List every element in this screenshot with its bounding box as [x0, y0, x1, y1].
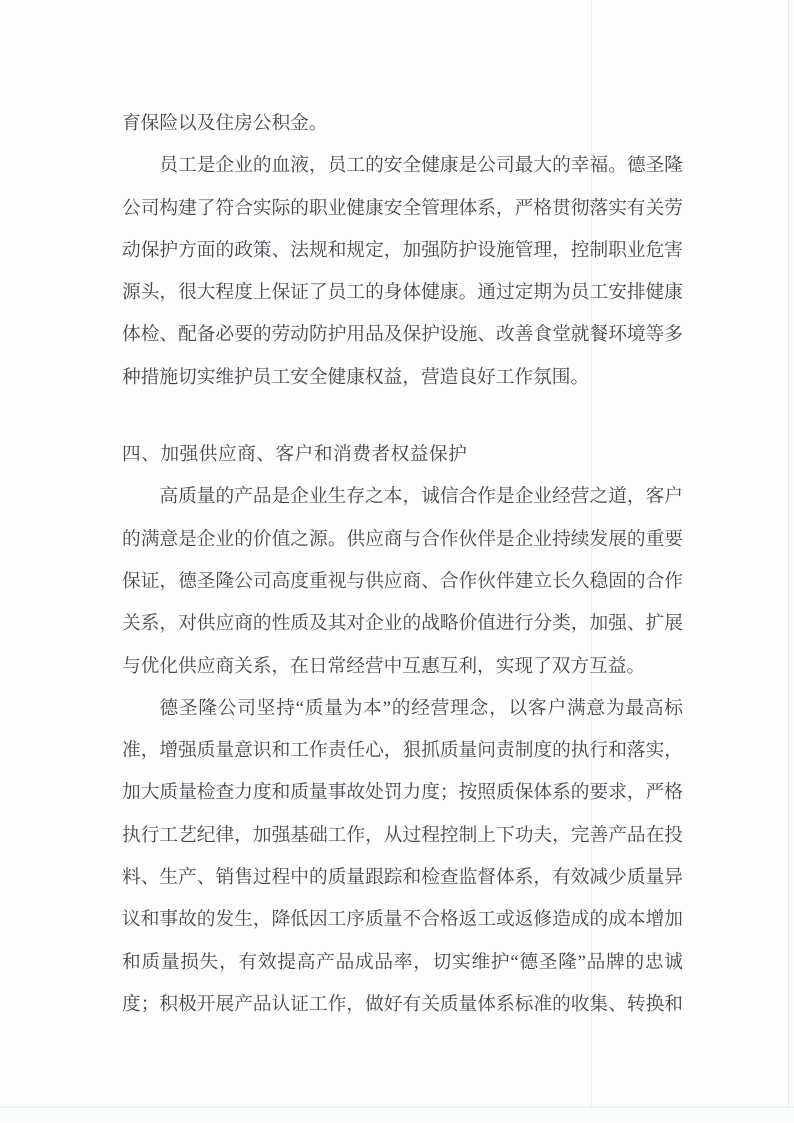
text-line: 料、生产、销售过程中的质量跟踪和检查监督体系，有效减少质量异 — [122, 867, 683, 889]
text-line: 体检、配备必要的劳动防护用品及保护设施、改善食堂就餐环境等多 — [122, 324, 683, 346]
text-line: 度；积极开展产品认证工作，做好有关质量体系标准的收集、转换和 — [122, 993, 683, 1015]
text-line: 执行工艺纪律，加强基础工作，从过程控制上下功夫，完善产品在投 — [122, 824, 683, 846]
paragraph — [122, 476, 683, 687]
section — [122, 434, 683, 476]
text-line: 保证，德圣隆公司高度重视与供应商、合作伙伴建立长久稳固的合作 — [122, 570, 683, 592]
text-line: 高质量的产品是企业生存之本，诚信合作是企业经营之道，客户 — [159, 486, 683, 508]
scan-bottom-strip — [0, 1108, 794, 1123]
text-line: 员工是企业的血液，员工的安全健康是公司最大的幸福。德圣隆 — [159, 155, 683, 177]
paragraph — [122, 103, 683, 145]
text-line: 的满意是企业的价值之源。供应商与合作伙伴是企业持续发展的重要 — [122, 528, 683, 550]
text-line: 关系，对供应商的性质及其对企业的战略价值进行分类，加强、扩展 — [122, 613, 683, 635]
section-heading: 四、加强供应商、客户和消费者权益保护 — [122, 444, 468, 466]
text-line: 育保险以及住房公积金。 — [122, 113, 328, 134]
document-body-text — [122, 103, 683, 1026]
text-line: 议和事故的发生，降低因工序质量不合格返工或返修造成的成本增加 — [122, 909, 683, 931]
text-line: 加大质量检查力度和质量事故处罚力度；按照质保体系的要求，严格 — [122, 782, 683, 804]
text-line: 动保护方面的政策、法规和规定，加强防护设施管理，控制职业危害 — [122, 239, 683, 261]
text-line: 公司构建了符合实际的职业健康安全管理体系，严格贯彻落实有关劳 — [122, 197, 683, 219]
text-line: 种措施切实维护员工安全健康权益，营造良好工作氛围。 — [122, 366, 590, 388]
paragraph — [122, 688, 683, 1026]
text-line: 德圣隆公司坚持“质量为本”的经营理念，以客户满意为最高标 — [159, 697, 683, 719]
text-line: 准，增强质量意识和工作责任心，狠抓质量问责制度的执行和落实， — [122, 740, 683, 762]
scan-paper-right-edge — [788, 0, 789, 1123]
paragraph-spacer — [122, 399, 683, 434]
scan-right-strip — [789, 0, 794, 1123]
paragraph — [122, 145, 683, 399]
text-line: 和质量损失，有效提高产品成品率，切实维护“德圣隆”品牌的忠诚 — [122, 951, 683, 973]
text-line: 与优化供应商关系，在日常经营中互惠互利，实现了双方互益。 — [122, 655, 646, 677]
text-line: 源头，很大程度上保证了员工的身体健康。通过定期为员工安排健康 — [122, 282, 683, 304]
